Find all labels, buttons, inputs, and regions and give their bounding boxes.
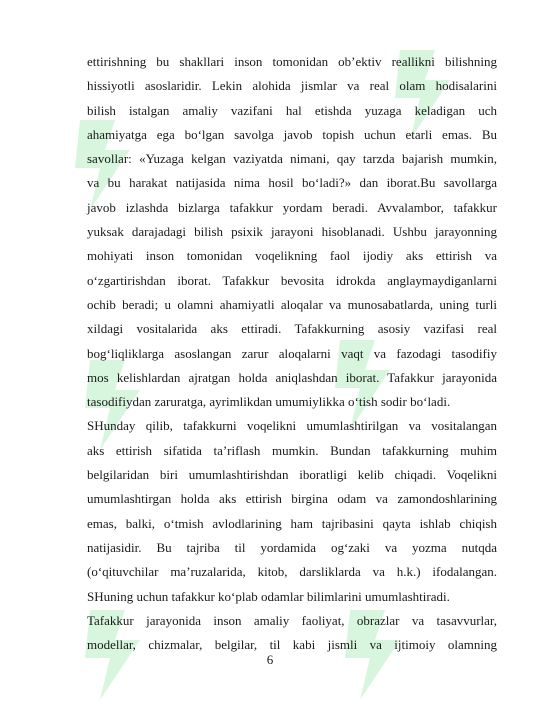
text-line: SHuning uchun tafakkur ko‘plab odamlar bilimlarini umumlashtiradi. bbox=[87, 588, 450, 604]
text-line: ochib beradi; u olamni ahamiyatli aloqalar va munosabatlarda, uning turli bbox=[87, 296, 497, 312]
text-line: ettirishning bu shakllari inson tomonidan ob’ektiv reallikni bilishning bbox=[87, 54, 497, 69]
text-line: tasodifiydan zaruratga, ayrimlikdan umumiylikka o‘tish sodir bo‘ladi. bbox=[87, 394, 451, 410]
text-line: umumlashtirgan holda aks ettirish birgina odam va zamondoshlarining bbox=[87, 491, 497, 507]
text-line: (o‘qituvchilar ma’ruzalarida, kitob, darsliklarda va h.k.) ifodalangan. bbox=[87, 564, 497, 580]
text-line: mos kelishlardan ajratgan holda aniqlashdan iborat. Tafakkur jarayonida bbox=[87, 369, 497, 385]
text-line: belgilaridan biri umumlashtirishdan iboratligi kelib chiqadi. Voqelikni bbox=[87, 467, 497, 483]
text-line: ahamiyatga ega bo‘lgan savolga javob topish uchun etarli emas. Bu bbox=[87, 126, 497, 142]
text-line: xildagi vositalarida aks ettiradi. Tafakkurning asosiy vazifasi real bbox=[87, 321, 497, 337]
text-line: javob izlashda bizlarga tafakkur yordam beradi. Avvalambor, tafakkur bbox=[87, 199, 497, 215]
text-line: bog‘liqliklarga asoslangan zarur aloqalarni vaqt va fazodagi tasodifiy bbox=[87, 345, 497, 361]
text-line: emas, balki, o‘tmish avlodlarining ham tajribasini qayta ishlab chiqish bbox=[87, 515, 497, 531]
text-line: savollar: «Yuzaga kelgan vaziyatda nimani, qay tarzda bajarish mumkin, bbox=[87, 151, 497, 167]
text-line: mohiyati inson tomonidan voqelikning faol ijodiy aks ettirish va bbox=[87, 248, 497, 264]
text-line: bilish istalgan amaliy vazifani hal etishda yuzaga keladigan uch bbox=[87, 102, 497, 118]
text-line: o‘zgartirishdan iborat. Tafakkur bevosita idrokda anglaymaydiganlarni bbox=[87, 272, 497, 288]
text-line: aks ettirish sifatida ta’riflash mumkin. Bundan tafakkurning muhim bbox=[87, 442, 497, 458]
text-line: hissiyotli asoslaridir. Lekin alohida jismlar va real olam hodisalarini bbox=[87, 78, 497, 94]
page-number: 6 bbox=[266, 652, 274, 667]
text-line: SHunday qilib, tafakkurni voqelikni umumlashtirilgan va vositalangan bbox=[87, 418, 497, 434]
text-line: natijasidir. Bu tajriba til yordamida og‘zaki va yozma nutqda bbox=[87, 539, 497, 555]
text-line: Tafakkur jarayonida inson amaliy faoliyat, obrazlar va tasavvurlar, bbox=[87, 612, 497, 628]
body-text bbox=[87, 50, 497, 657]
text-line: yuksak darajadagi bilish psixik jarayoni hisoblanadi. Ushbu jarayonning bbox=[87, 224, 497, 240]
text-line: va bu harakat natijasida nima hosil bo‘ladi?» dan iborat.Bu savollarga bbox=[87, 175, 497, 191]
text-line: modellar, chizmalar, belgilar, til kabi jismli va ijtimoiy olamning bbox=[87, 637, 497, 653]
